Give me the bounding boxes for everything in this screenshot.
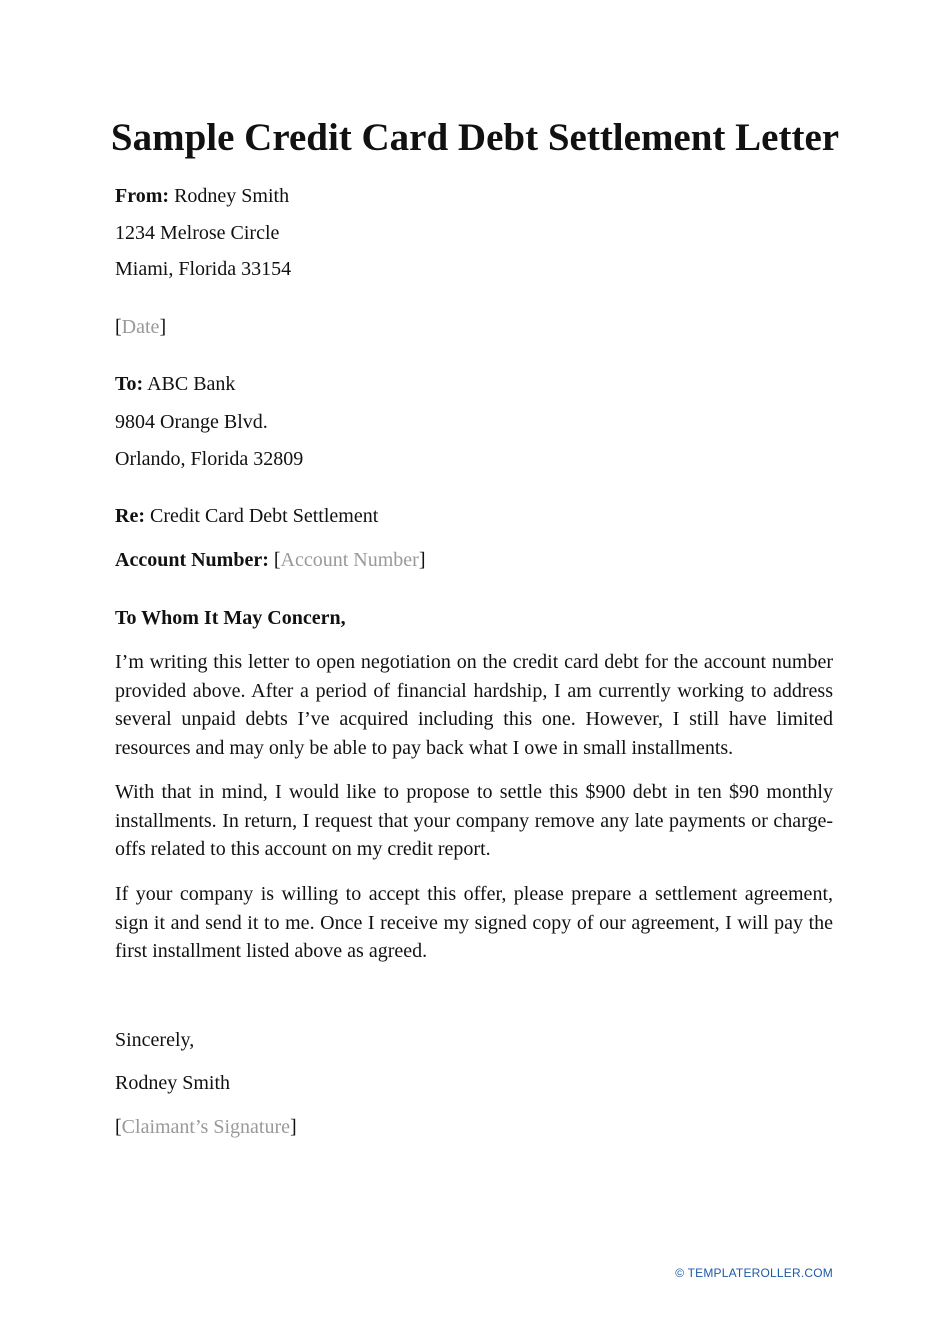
from-line [115,183,289,209]
body-paragraph-2: With that in mind, I would like to propose to settle this $900 debt in ten $90 monthly installments. In return, I request that your company remove any late payments or charge-offs related to this account on my credit report. [115,781,833,860]
body-paragraph-3: If your company is willing to accept this offer, please prepare a settlement agreement, sign it and send it to me. Once I receive my signed copy of our agreement, I will pay the first installment listed above as agreed. [115,883,833,962]
footer-link[interactable]: © TEMPLATEROLLER.COM [675,1266,833,1280]
re-value: Credit Card Debt Settlement [149,505,379,527]
from-address-line2: Miami, Florida 33154 [115,258,292,280]
to-line [115,371,235,397]
signature-line: [Claimant’s Signature] [115,1116,297,1138]
to-label: To: [115,373,144,395]
signature-placeholder: Claimant’s Signature [121,1116,290,1138]
from-name: Rodney Smith [174,185,290,207]
re-line [115,503,378,529]
to-address-line2: Orlando, Florida 32809 [115,448,304,470]
signer-name: Rodney Smith [115,1072,231,1094]
account-number-label: Account Number: [115,549,269,571]
from-address-line1: 1234 Melrose Circle [115,222,280,244]
to-address-line1: 9804 Orange Blvd. [115,411,268,433]
account-number-placeholder: Account Number [280,549,419,571]
body-paragraph-1: I’m writing this letter to open negotiation on the credit card debt for the account number provided above. After a period of financial hardship, I am currently working to address several unpaid debts I’ve acquired including this one. However, I still have limited resources and may only be able to pay back what I owe in small installments. [115,651,833,759]
date-placeholder: Date [121,316,160,338]
date-line: [Date] [115,316,167,338]
letter-title: Sample Credit Card Debt Settlement Letter [110,116,840,159]
salutation: To Whom It May Concern, [115,607,346,629]
closing: Sincerely, [115,1029,195,1051]
from-label: From: [115,185,170,207]
re-label: Re: [115,505,145,527]
to-name: ABC Bank [147,373,236,395]
account-number-line: Account Number: [Account Number] [115,549,426,571]
